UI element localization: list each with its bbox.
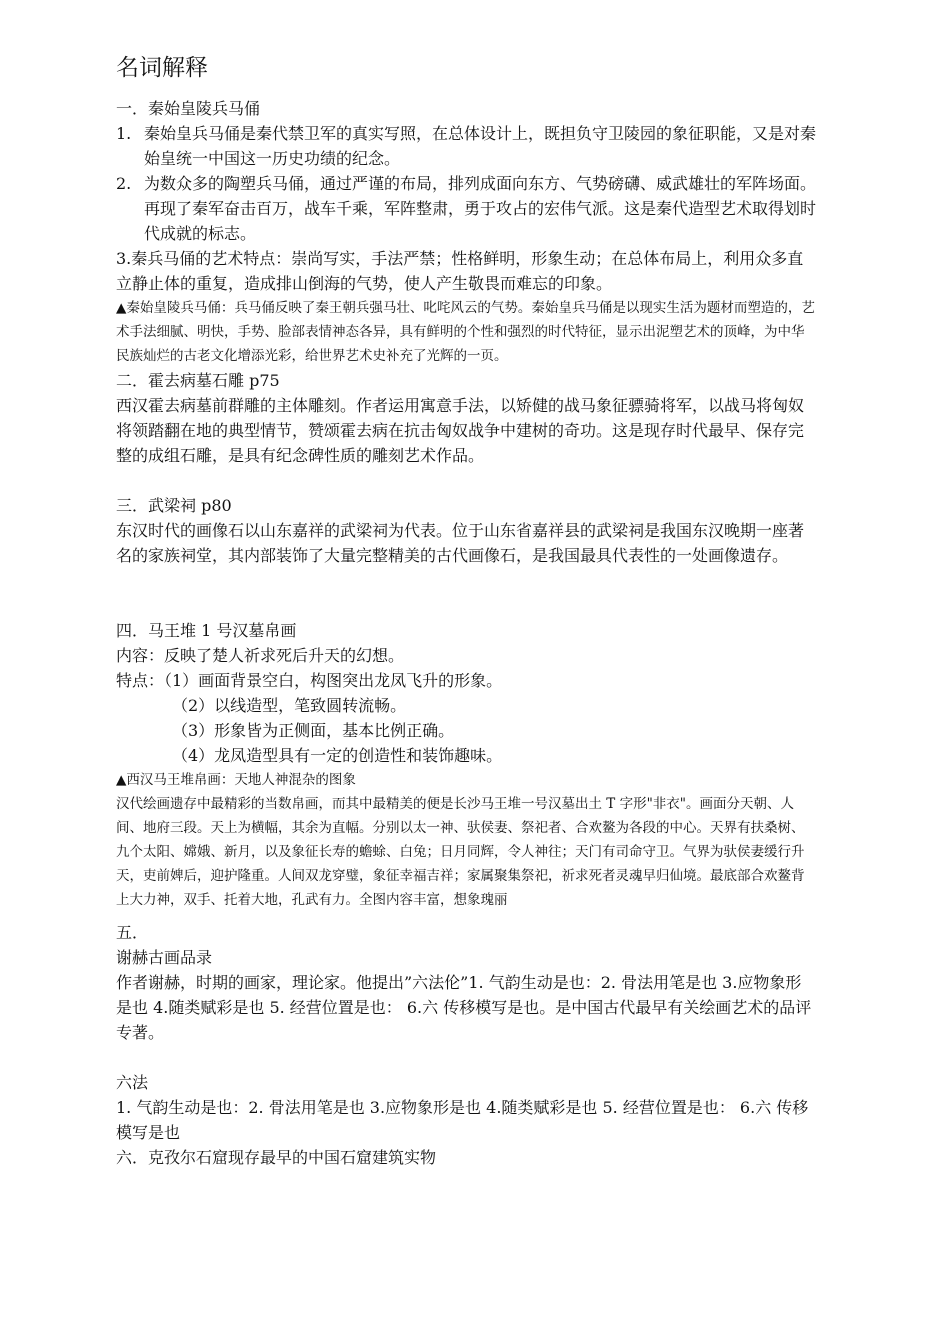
section-heading-terracotta: 一．秦始皇陵兵马俑 xyxy=(116,99,261,118)
feature-line: （3）形象皆为正侧面，基本比例正确。 xyxy=(172,721,455,740)
paragraph: 1. 气韵生动是也：2. 骨法用笔是也 3.应物象形是也 4.随类赋彩是也 5. 经营位置是也： 6.六 传移模写是也 xyxy=(116,1098,809,1142)
section-heading-kizil: 六．克孜尔石窟现存最早的中国石窟建筑实物 xyxy=(116,1148,437,1167)
section-heading-five: 五． xyxy=(116,923,149,942)
feature-line: （4）龙凤造型具有一定的创造性和装饰趣味。 xyxy=(172,746,503,765)
content-line: 内容：反映了楚人祈求死后升天的幻想。 xyxy=(116,646,405,665)
section-heading-wuliang: 三．武梁祠 p80 xyxy=(116,496,232,515)
section-heading-huoqubing: 二．霍去病墓石雕 p75 xyxy=(116,371,280,390)
subheading: 谢赫古画品录 xyxy=(116,948,213,967)
note-heading: ▲西汉马王堆帛画：天地人神混杂的图象 xyxy=(116,772,356,788)
document-page xyxy=(116,50,816,1170)
section-heading-six-methods: 六法 xyxy=(116,1073,149,1092)
paragraph: 作者谢赫，时期的画家，理论家。他提出”六法伦”1. 气韵生动是也：2. 骨法用笔是也 3.应物象形是也 4.随类赋彩是也 5. 经营位置是也： 6.六 传移模写是也。是中国古代最早有关绘画艺术的品评专著。 xyxy=(116,973,812,1042)
feature-line: （2）以线造型，笔致圆转流畅。 xyxy=(172,696,407,715)
feature-line: 特点：（1）画面背景空白，构图突出龙凤飞升的形象。 xyxy=(116,671,503,690)
list-item: 1. 秦始皇兵马俑是秦代禁卫军的真实写照，在总体设计上，既担负守卫陵园的象征职能，又是对秦始皇统一中国这一历史功绩的纪念。 xyxy=(116,124,817,168)
paragraph: 东汉时代的画像石以山东嘉祥的武梁祠为代表。位于山东省嘉祥县的武梁祠是我国东汉晚期一座著名的家族祠堂，其内部装饰了大量完整精美的古代画像石，是我国最具代表性的一处画像遗存。 xyxy=(116,521,805,565)
paragraph: 3.秦兵马俑的艺术特点：崇尚写实，手法严禁；性格鲜明，形象生动；在总体布局上，利用众多直立静止体的重复，造成排山倒海的气势，使人产生敬畏而难忘的印象。 xyxy=(116,249,804,293)
section-heading-mawangdui: 四．马王堆 1 号汉墓帛画 xyxy=(116,621,297,640)
list-item: 2. 为数众多的陶塑兵马俑，通过严谨的布局，排列成面向东方、气势磅礴、威武雄壮的军阵场面。再现了秦军奋击百万，战车千乘，军阵整肃，勇于攻占的宏伟气派。这是秦代造型艺术取得划时代成就的标志。 xyxy=(116,174,817,243)
note-paragraph: 汉代绘画遗存中最精彩的当数帛画，而其中最精美的便是长沙马王堆一号汉墓出土 T 字形"非衣"。画面分天朝、人间、地府三段。天上为横幅，其余为直幅。分别以太一神、驮侯妻、祭祀者、合欢鳌为各段的中心。天界有扶桑树、九个太阳、嫦娥、新月，以及象征长寿的蟾蜍、白兔；日月同辉，令人神往；天门有司命守卫。气界为驮侯妻缓行升天，吏前婢后，迎护隆重。人间双龙穿璧，象征幸福吉祥；家属聚集祭祀，祈求死者灵魂早归仙境。最底部合欢鳌背上大力神，双手、托着大地，孔武有力。全图内容丰富，想象瑰丽 xyxy=(116,796,805,908)
page-title: 名词解释 xyxy=(116,55,208,81)
note-paragraph: ▲秦始皇陵兵马俑：兵马俑反映了秦王朝兵强马壮、叱咤风云的气势。秦始皇兵马俑是以现实生活为题材而塑造的，艺术手法细腻、明快，手势、脸部表情神态各异，具有鲜明的个性和强烈的时代特征，显示出泥塑艺术的顶峰，为中华民族灿烂的古老文化增添光彩，给世界艺术史补充了光辉的一页。 xyxy=(116,300,815,364)
paragraph: 西汉霍去病墓前群雕的主体雕刻。作者运用寓意手法，以矫健的战马象征骠骑将军，以战马将匈奴将领踏翻在地的典型情节，赞颂霍去病在抗击匈奴战争中建树的奇功。这是现存时代最早、保存完整的成组石雕，是具有纪念碑性质的雕刻艺术作品。 xyxy=(116,396,805,465)
